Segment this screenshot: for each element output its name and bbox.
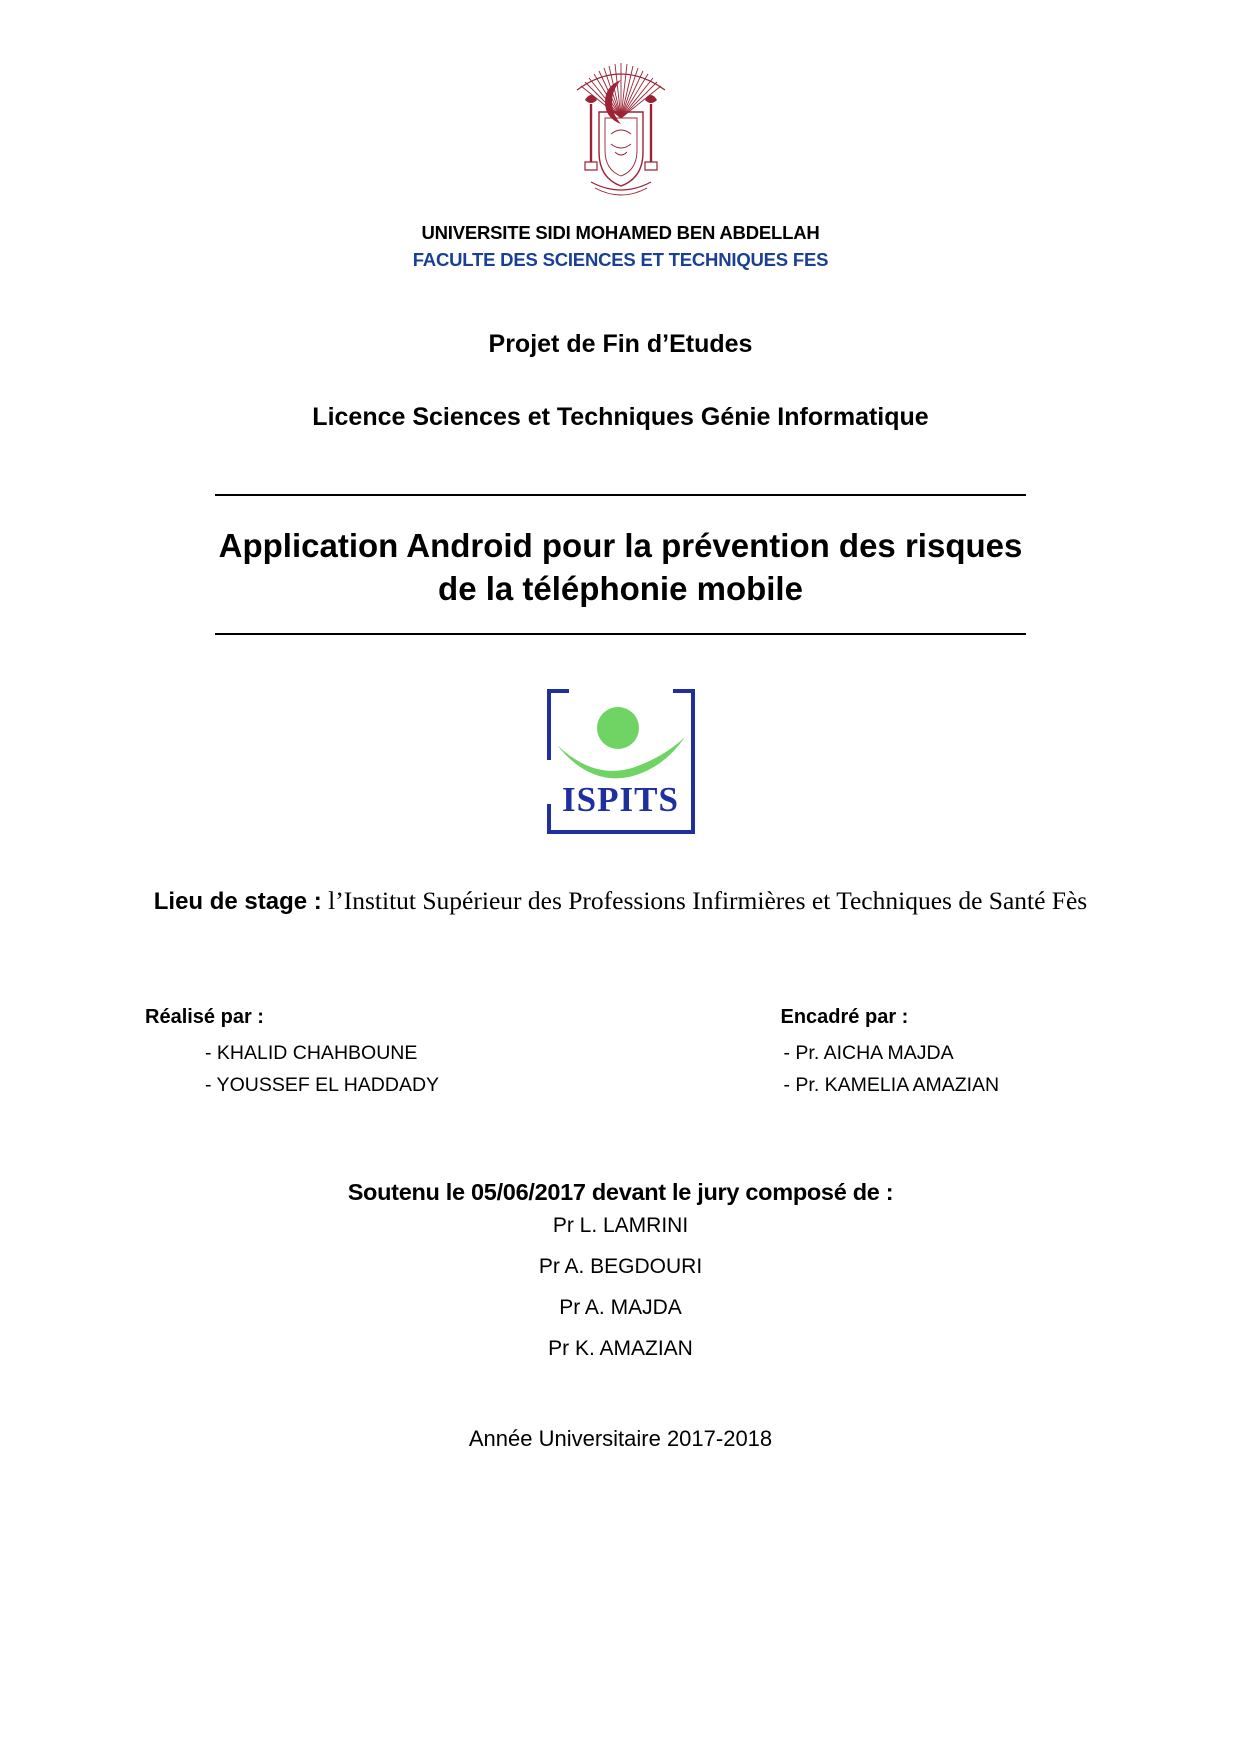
list-item: - Pr. KAMELIA AMAZIAN [783,1074,1000,1097]
logo-wordmark: ISPITS [562,779,679,819]
authors-title: Réalisé par : [145,1005,264,1028]
authors-column [140,1006,621,1101]
academic-year: Année Universitaire 2017-2018 [468,1426,773,1452]
internship-place [0,882,1241,920]
jury-section [0,1179,1241,1370]
crest-container [0,0,1241,206]
supervisors-title: Encadré par : [780,1005,909,1028]
title-block [0,494,1241,635]
university-header [0,220,1241,274]
people-section [0,1006,1241,1101]
ispits-logo-icon [547,689,695,834]
list-item: Pr A. BEGDOURI [538,1255,703,1279]
project-type: Projet de Fin d’Etudes [488,329,753,358]
list-item: Pr K. AMAZIAN [548,1337,693,1361]
university-name: UNIVERSITE SIDI MOHAMED BEN ABDELLAH [421,222,820,243]
list-item: - KHALID CHAHBOUNE [205,1041,418,1064]
supervisors-column [621,1006,1102,1101]
university-crest-icon [551,56,691,206]
list-item: - YOUSSEF EL HADDADY [205,1074,440,1097]
jury-title: Soutenu le 05/06/2017 devant le jury composé de : [347,1179,894,1206]
internship-value: l’Institut Supérieur des Professions Infirmières et Techniques de Santé Fès [328,885,1088,915]
logo-container [0,689,1241,834]
list-item: Pr A. MAJDA [559,1296,682,1320]
internship-label: Lieu de stage : [153,887,322,915]
title-rule-top [215,494,1026,496]
list-item: Pr L. LAMRINI [552,1214,689,1238]
degree-block [0,330,1241,432]
page-title: Application Android pour la prévention des risques de la téléphonie mobile [218,526,1023,608]
title-rule-bottom [215,633,1026,635]
list-item: - Pr. AICHA MAJDA [783,1041,954,1064]
logo-green-swoosh [555,735,687,779]
faculty-name: FACULTE DES SCIENCES ET TECHNIQUES FES [412,248,829,270]
degree-name: Licence Sciences et Techniques Génie Informatique [312,402,929,431]
